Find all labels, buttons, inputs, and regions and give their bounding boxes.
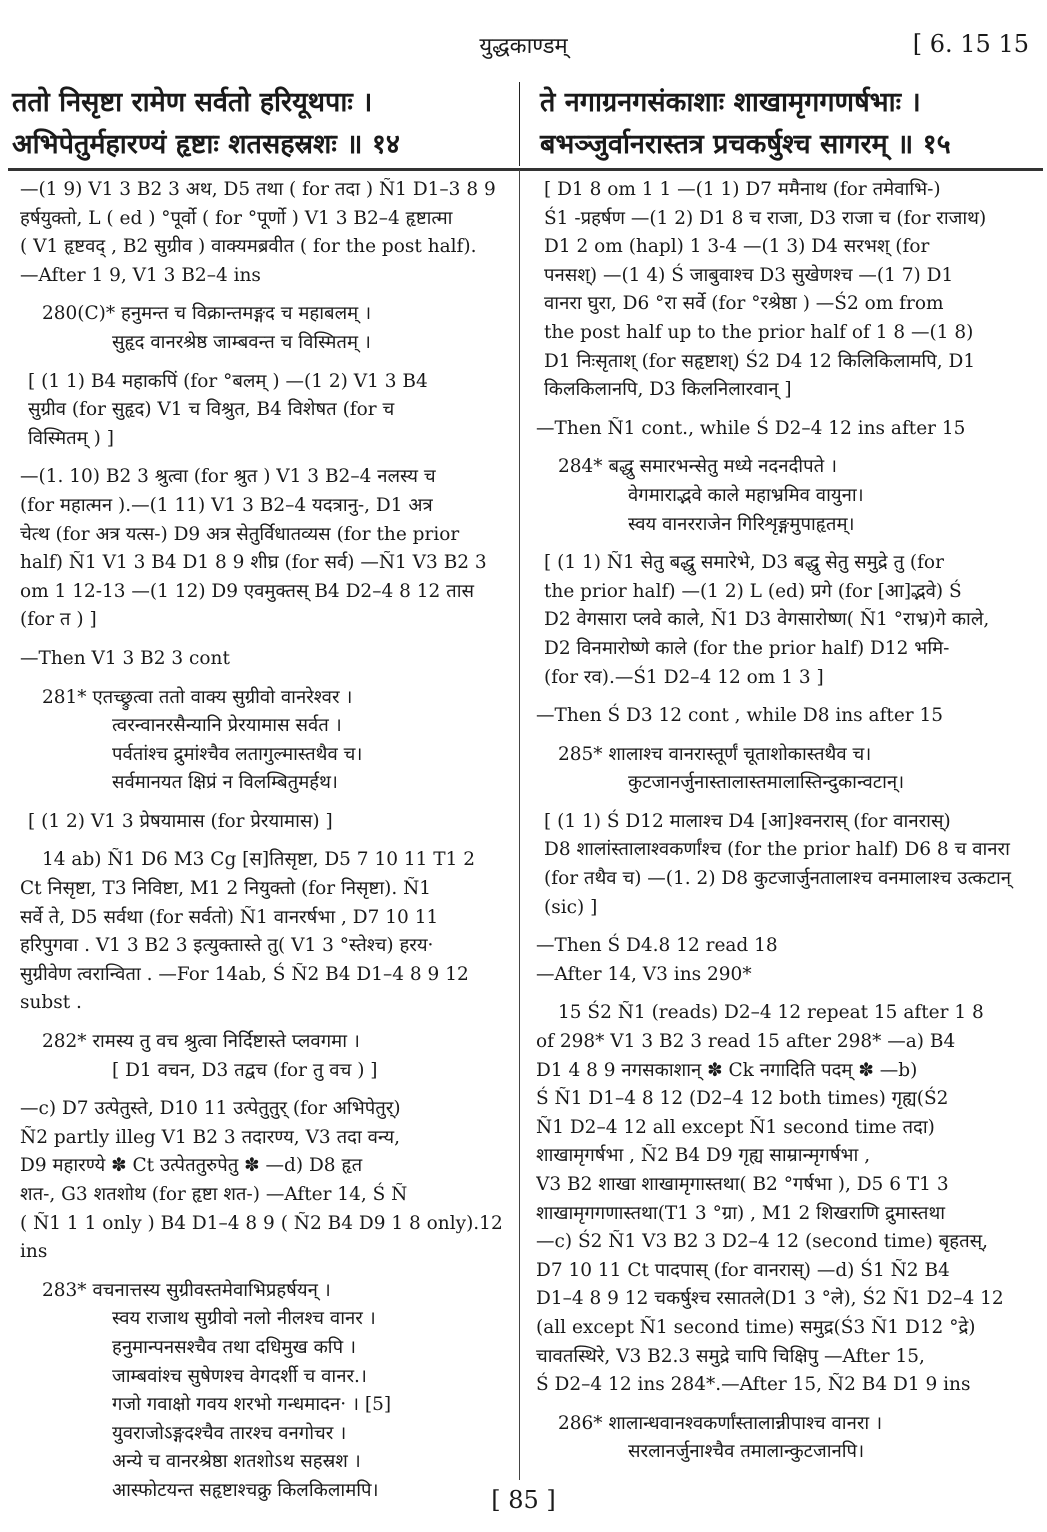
text-line: हर्षयुक्तो, L ( ed ) °पूर्वो ( for °पूर्णो ) V1 3 B2–4 हृष्टात्मा — [20, 207, 453, 229]
text-line: —Then Ś D3 12 cont , while D8 ins after 15 — [536, 705, 944, 727]
text-line: —After 14, V3 ins 290* — [536, 963, 752, 985]
text-line: त्वरन्वानरसैन्यानि प्रेरयामास सर्वत । — [112, 715, 342, 737]
text-line: चेत्थ (for अत्र यत्स-) D9 अत्र सेतुर्विधातव्यस (for the prior — [20, 523, 460, 545]
verse-block — [20, 1028, 512, 1085]
text-line: जाम्बवांश्च सुषेणश्च वेगदर्शी च वानर.। — [112, 1365, 367, 1387]
text-line: —(1 9) V1 3 B2 3 अथ, D5 तथा ( for तदा ) Ñ1 D1–3 8 9 — [20, 179, 496, 200]
bracket-block — [20, 808, 512, 837]
text-line: Ś1 -प्रहर्षण —(1 2) D1 8 च राजा, D3 राजा च (for राजाथ) — [544, 207, 987, 229]
text-line: om 1 12-13 —(1 12) D9 एवमुक्तस् B4 D2–4 8 12 तास — [20, 580, 475, 602]
text-line: हनुमान्पनसश्चैव तथा दधिमुख कपि । — [112, 1336, 356, 1358]
text-line: Ś Ñ1 D1–4 8 12 (D2–4 12 both times) गृह्य(Ś2 — [536, 1088, 949, 1110]
text-line: कुटजानर्जुनास्तालास्तमालास्तिन्दुकान्वटान्। — [628, 772, 905, 794]
text-line: of 298* V1 3 B2 3 read 15 after 298* —a) B4 — [536, 1031, 956, 1053]
apparatus-right-column — [536, 176, 1030, 1477]
text-line: [ (1 1) B4 महाकपिं (for °बलम् ) —(1 2) V1 3 B4 — [28, 370, 428, 392]
text-line: [ (1 1) Ñ1 सेतु बद्धु समारेभे, D3 बद्धु सेतु समुद्रे तु (for — [544, 552, 944, 574]
text-line: [ (1 2) V1 3 प्रेषयामास (for प्रेरयामास) ] — [28, 810, 333, 832]
text-line: D1 निःसृताश् (for सहृष्टाश्) Ś2 D4 12 किलिकिलामपि, D1 — [544, 350, 976, 372]
text-line: 284* बद्धु समारभन्सेतु मध्ये नदनदीपते । — [558, 456, 838, 478]
bracket-block — [536, 549, 1030, 692]
verse-divider — [519, 82, 520, 166]
text-line: —c) D7 उत्पेतुस्ते, D10 11 उत्पेतुतुर् (for अभिपेतुर्) — [20, 1098, 401, 1120]
text-line: D8 शालांस्तालाश्वकर्णांश्च (for the prior half) D6 8 च वानरा — [544, 839, 1010, 861]
text-line: किलकिलानपि, D3 किलनिलारवान् ] — [544, 379, 792, 401]
text-line: —Then V1 3 B2 3 cont — [20, 647, 230, 669]
text-line: D9 महारण्ये ✽ Ct उत्पेततुरुपेतु ✽ —d) D8 हृत — [20, 1155, 363, 1177]
text-line: स्वय वानरराजेन गिरिशृङ्गमुपाहृतम्। — [628, 513, 855, 535]
text-line: शाखामृगर्षभा , Ñ2 B4 D9 गृह्य साम्रान्मृगर्षभा , — [536, 1145, 871, 1167]
text-line: आस्फोटयन्त सहृष्टाश्चक्रु किलकिलामपि। — [112, 1479, 379, 1501]
main-verse-14 — [12, 82, 400, 166]
bracket-block — [536, 808, 1030, 922]
main-verse-15 — [540, 82, 951, 166]
verse-line: ते नगाग्रनगसंकाशाः शाखामृगगणर्षभाः । — [540, 87, 921, 118]
text-line: 285* शालाश्च वानरास्तूर्णं चूताशोकास्तथैव च। — [558, 743, 872, 765]
apparatus-left-column — [20, 176, 512, 1516]
note-block — [20, 1095, 512, 1267]
text-line: D2 वेगसारा प्लवे काले, Ñ1 D3 वेगसारोष्ण( Ñ1 °राभ्र)गे काले, — [544, 609, 990, 631]
text-line: (all except Ñ1 second time) समुद्र(Ś3 Ñ1 D12 °द्रे) — [536, 1316, 976, 1338]
text-line: half) Ñ1 V1 3 B4 D1 8 9 शीघ्र (for सर्व) —Ñ1 V3 B2 3 — [20, 552, 487, 574]
text-line: Ñ1 D2–4 12 all except Ñ1 second time तदा) — [536, 1116, 935, 1138]
note-block — [20, 463, 512, 635]
text-line: 283* वचनात्तस्य सुग्रीवस्तमेवाभिप्रहर्षयन् । — [42, 1279, 331, 1301]
text-line: सर्वे ते, D5 सर्वथा (for सर्वतो) Ñ1 वानरर्षभा , D7 10 11 — [20, 906, 439, 928]
note-block — [536, 702, 1030, 731]
verse-line: बभञ्जुर्वानरास्तत्र प्रचकर्षुश्च सागरम् ॥ १५ — [540, 129, 951, 160]
text-line: 282* रामस्य तु वच श्रुत्वा निर्दिष्टास्ते प्लवगमा । — [42, 1031, 360, 1053]
text-line: ( V1 हृष्टवद् , B2 सुग्रीव ) वाक्यमब्रवीत ( for the post half). — [20, 236, 477, 258]
text-line: D7 10 11 Ct पादपास् (for वानरास्) —d) Ś1 Ñ2 B4 — [536, 1259, 950, 1281]
bracket-block — [536, 176, 1030, 405]
page-number: [ 85 ] — [491, 1486, 556, 1514]
verse-block — [536, 741, 1030, 798]
header-rule — [8, 168, 1043, 171]
note-block — [20, 645, 512, 674]
text-line: विस्मितम् ) ] — [28, 427, 114, 449]
text-line: शत-, G3 शतशोथ (for हृष्टा शत-) —After 14, Ś Ñ — [20, 1184, 408, 1205]
text-line: —(1. 10) B2 3 श्रुत्वा (for श्रुत ) V1 3 B2–4 नलस्य च — [20, 466, 436, 488]
text-line: [ D1 8 om 1 1 —(1 1) D7 ममैनाथ (for तमेवाभि-) — [544, 179, 941, 200]
text-line: (for तथैव च) —(1. 2) D8 कुटजार्जुनतालाश्च वनमालाश्च उत्कटान् — [544, 868, 1012, 890]
text-line: Ct निसृष्टा, T3 निविष्टा, M1 2 नियुक्तो (for निसृष्टा). Ñ1 — [20, 878, 432, 900]
text-line: चावतस्थिरे, V3 B2.3 समुद्रे चापि चिक्षिपु —After 15, — [536, 1345, 925, 1367]
note-block — [20, 176, 512, 290]
text-line: 286* शालान्धवानश्वकर्णांस्तालान्नीपाश्च वानरा । — [558, 1412, 883, 1434]
text-line: [ D1 वचन, D3 तद्वच (for तु वच ) ] — [112, 1059, 378, 1081]
running-header-reference: [ 6. 15 15 — [912, 30, 1029, 58]
text-line: (sic) ] — [544, 896, 598, 918]
text-line: युवराजोऽङ्गदश्चैव तारश्च वनगोचर । — [112, 1422, 347, 1444]
note-block — [536, 415, 1030, 444]
running-header-title: युद्धकाण्डम् — [479, 34, 568, 59]
verse-block — [20, 684, 512, 798]
text-line: subst . — [20, 992, 82, 1014]
text-line: वेगमाराद्भवे काले महाभ्रमिव वायुना। — [628, 484, 864, 506]
text-line: (for रव).—Ś1 D2–4 12 om 1 3 ] — [544, 666, 824, 688]
text-line: स्वय राजाथ सुग्रीवो नलो नीलश्च वानर । — [112, 1308, 376, 1330]
text-line: ins — [20, 1241, 48, 1263]
note-block — [536, 932, 1030, 989]
text-line: हरिपुगवा . V1 3 B2 3 इत्युक्तास्ते तु( V1 3 °स्तेश्च) हरय· — [20, 935, 434, 957]
verse-block — [536, 1410, 1030, 1467]
text-line: (for महात्मन ).—(1 11) V1 3 B2–4 यदत्रानु-, D1 अत्र — [20, 494, 433, 516]
text-line: —Then Ś D4.8 12 read 18 — [536, 935, 778, 957]
text-line: V3 B2 शाखा शाखामृगास्तथा( B2 °गर्षभा ), D5 6 T1 3 — [536, 1174, 949, 1195]
text-line: ( Ñ1 1 1 only ) B4 D1–4 8 9 ( Ñ2 B4 D9 1 8 only).12 — [20, 1212, 503, 1234]
entry-block — [536, 999, 1030, 1399]
text-line: सरलानर्जुनाश्चैव तमालान्कुटजानपि। — [628, 1441, 865, 1463]
text-line: (for त ) ] — [20, 609, 97, 631]
text-line: सुहृद वानरश्रेष्ठ जाम्बवन्त च विस्मितम् । — [112, 331, 371, 353]
text-line: Ñ2 partly illeg V1 B2 3 तदारण्य, V3 तदा वन्य, — [20, 1126, 400, 1148]
entry-block — [20, 846, 512, 1018]
text-line: D1–4 8 9 12 चकर्षुश्च रसातले(D1 3 °ले), Ś2 Ñ1 D2–4 12 — [536, 1288, 1004, 1310]
text-line: —After 1 9, V1 3 B2–4 ins — [20, 264, 261, 286]
text-line: [ (1 1) Ś D12 मालाश्च D4 [आ]श्वनरास् (for वानरास्) — [544, 810, 951, 832]
text-line: the post half up to the prior half of 1 8 —(1 8) — [544, 321, 974, 343]
column-divider — [519, 170, 520, 1480]
verse-line: अभिपेतुर्महारण्यं हृष्टाः शतसहस्रशः ॥ १४ — [12, 129, 400, 160]
text-line: पनसश्) —(1 4) Ś जाबुवाश्च D3 सुखेणश्च —(1 7) D1 — [544, 264, 954, 286]
text-line: 280(C)* हनुमन्त च विक्रान्तमङ्गद च महाबलम् । — [42, 303, 372, 325]
text-line: 14 ab) Ñ1 D6 M3 Cg [स]तिसृष्टा, D5 7 10 11 T1 2 — [42, 849, 476, 871]
text-line: गजो गवाक्षो गवय शरभो गन्धमादन· । [5] — [112, 1394, 392, 1416]
text-line: D1 2 om (hapl) 1 3-4 —(1 3) D4 सरभश् (for — [544, 236, 930, 258]
text-line: सर्वमानयत क्षिप्रं न विलम्बितुमर्हथ। — [112, 772, 338, 794]
text-line: सुग्रीवेण त्वरान्विता . —For 14ab, Ś Ñ2 B4 D1–4 8 9 12 — [20, 963, 469, 985]
text-line: पर्वतांश्च द्रुमांश्चैव लतागुल्मास्तथैव च। — [112, 743, 363, 765]
verse-block — [20, 300, 512, 357]
verse-block — [536, 453, 1030, 539]
text-line: D2 विनमारोष्णे काले (for the prior half) D12 भमि- — [544, 637, 950, 659]
text-line: सुग्रीव (for सुहृद) V1 च विश्रुत, B4 विशेषत (for च — [28, 399, 395, 421]
verse-line: ततो निसृष्टा रामेण सर्वतो हरियूथपाः । — [12, 87, 373, 118]
text-line: D1 4 8 9 नगसकाशान् ✽ Ck नगादिति पदम् ✽ —b) — [536, 1059, 918, 1081]
verse-block — [20, 1277, 512, 1506]
text-line: अन्ये च वानरश्रेष्ठा शतशोऽथ सहस्रश । — [112, 1451, 361, 1473]
text-line: 281* एतच्छ्रुत्वा ततो वाक्य सुग्रीवो वानरेश्वर । — [42, 686, 353, 708]
text-line: —c) Ś2 Ñ1 V3 B2 3 D2–4 12 (second time) बृहतस्, — [536, 1231, 989, 1253]
text-line: वानरा घुरा, D6 °रा सर्वे (for °रश्रेष्ठा ) —Ś2 om from — [544, 293, 944, 315]
text-line: Ś D2–4 12 ins 284*.—After 15, Ñ2 B4 D1 9 ins — [536, 1374, 971, 1396]
bracket-block — [20, 368, 512, 454]
text-line: 15 Ś2 Ñ1 (reads) D2–4 12 repeat 15 after 1 8 — [558, 1002, 984, 1024]
text-line: शाखामृगगणास्तथा(T1 3 °ग्रा) , M1 2 शिखराणि द्रुमास्तथा — [536, 1202, 946, 1224]
text-line: the prior half) —(1 2) L (ed) प्रगे (for [आ]द्भवे) Ś — [544, 580, 962, 602]
text-line: —Then Ñ1 cont., while Ś D2–4 12 ins after 15 — [536, 417, 966, 439]
